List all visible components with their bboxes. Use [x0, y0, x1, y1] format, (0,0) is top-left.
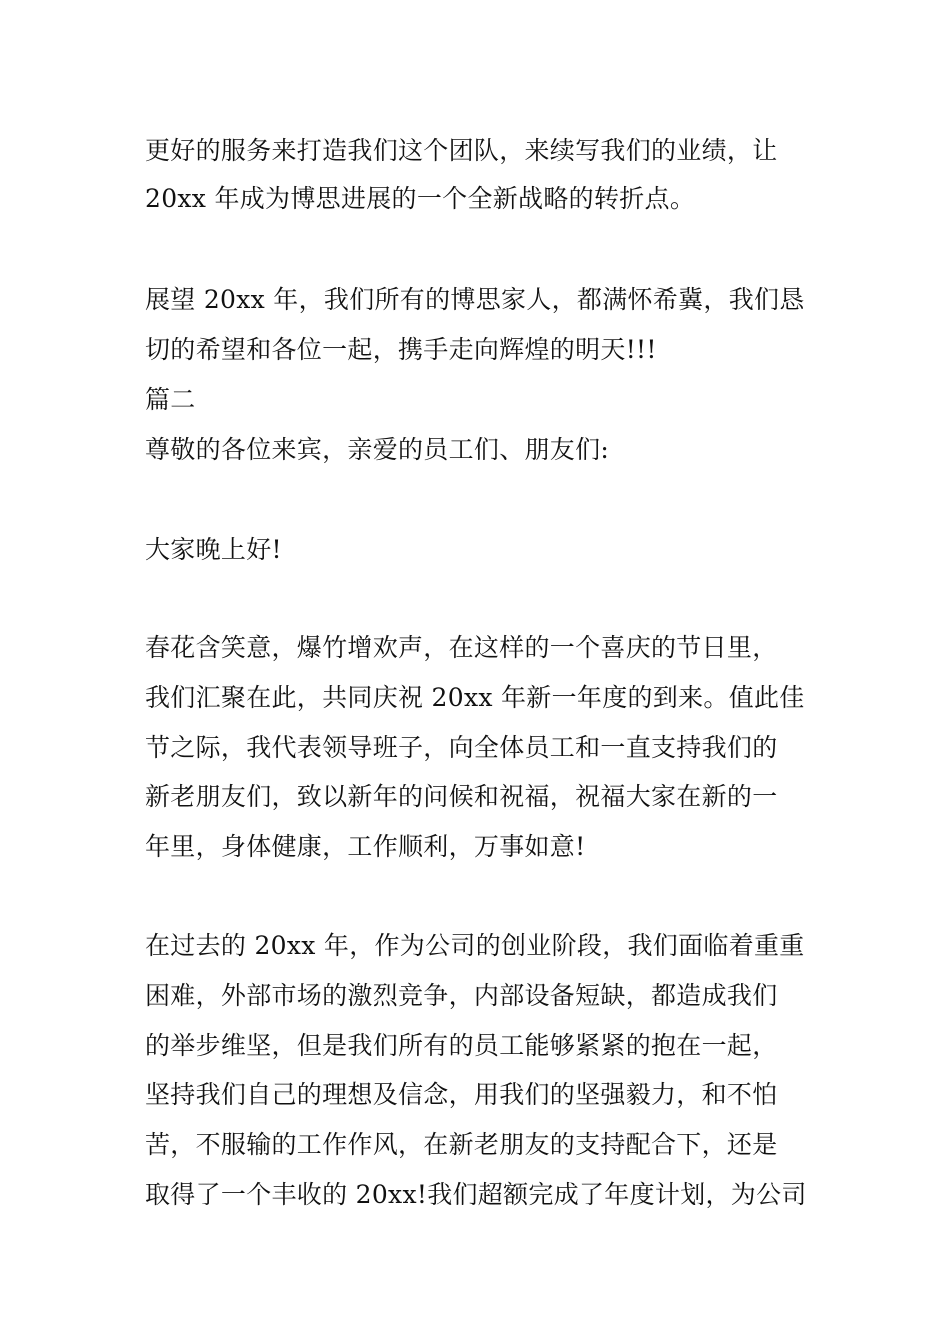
text-line: 20xx 年成为博思进展的一个全新战略的转折点。 [145, 184, 696, 213]
text-line: 我们汇聚在此，共同庆祝 20xx 年新一年度的到来。值此佳 [145, 683, 805, 712]
text-line: 苦，不服输的工作作风，在新老朋友的支持配合下，还是 [145, 1130, 778, 1159]
text-line: 坚持我们自己的理想及信念，用我们的坚强毅力，和不怕 [145, 1080, 778, 1109]
text-line: 取得了一个丰收的 20xx!我们超额完成了年度计划，为公司 [145, 1180, 807, 1209]
salutation: 尊敬的各位来宾，亲爱的员工们、朋友们: [145, 435, 610, 464]
text-line: 的举步维坚，但是我们所有的员工能够紧紧的抱在一起， [145, 1031, 778, 1060]
text-line: 春花含笑意，爆竹增欢声，在这样的一个喜庆的节日里， [145, 633, 778, 662]
text-line: 节之际，我代表领导班子，向全体员工和一直支持我们的 [145, 733, 778, 762]
text-line: 新老朋友们，致以新年的问候和祝福，祝福大家在新的一 [145, 782, 778, 811]
text-line: 困难，外部市场的激烈竞争，内部设备短缺，都造成我们 [145, 981, 778, 1010]
text-line: 切的希望和各位一起，携手走向辉煌的明天!!! [145, 335, 657, 364]
greeting: 大家晚上好! [145, 535, 282, 564]
text-line: 更好的服务来打造我们这个团队，来续写我们的业绩，让 [145, 136, 778, 165]
text-line: 在过去的 20xx 年，作为公司的创业阶段，我们面临着重重 [145, 931, 805, 960]
section-heading: 篇二 [145, 385, 196, 414]
text-line: 年里，身体健康，工作顺利，万事如意! [145, 832, 586, 861]
text-line: 展望 20xx 年，我们所有的博思家人，都满怀希冀，我们恳 [145, 285, 805, 314]
